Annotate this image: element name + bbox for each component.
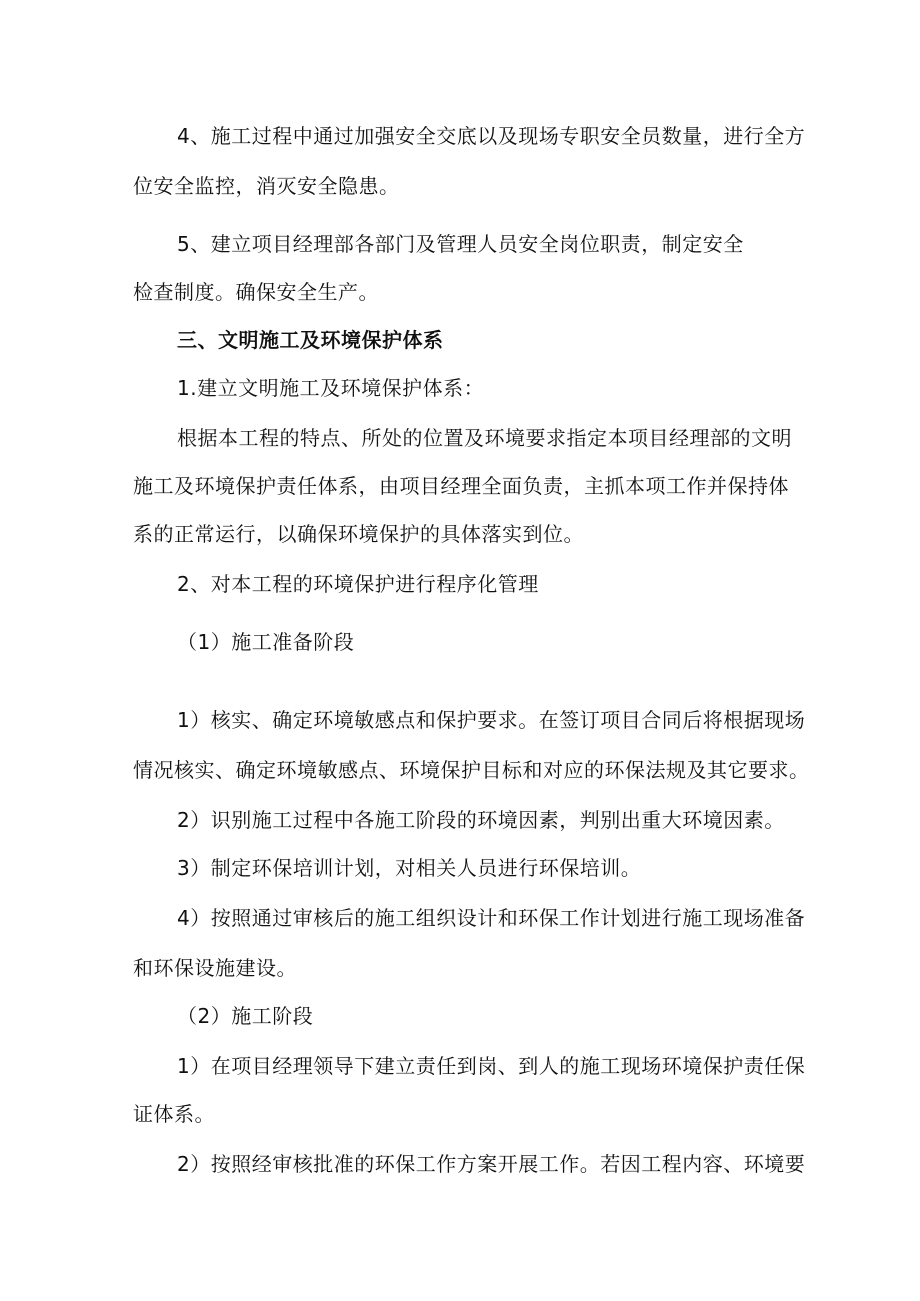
- construction-step-1-line-2: 证体系。: [133, 1102, 215, 1126]
- prep-step-3: 3）制定环保培训计划，对相关人员进行环保培训。: [177, 856, 642, 880]
- construction-step-1-line-1: 1）在项目经理领导下建立责任到岗、到人的施工现场环境保护责任保: [177, 1054, 806, 1078]
- subheading-prep-stage: （1）施工准备阶段: [177, 630, 355, 654]
- prep-step-4-line-1: 4）按照通过审核后的施工组织设计和环保工作计划进行施工现场准备: [177, 906, 806, 930]
- item-2: 2、对本工程的环境保护进行程序化管理: [177, 572, 539, 596]
- paragraph-4-line-2: 位安全监控，消灭安全隐患。: [133, 174, 400, 198]
- paragraph-basis-line-1: 根据本工程的特点、所处的位置及环境要求指定本项目经理部的文明: [177, 426, 792, 450]
- item-1: 1.建立文明施工及环境保护体系：: [177, 376, 485, 400]
- construction-step-2-line-1: 2）按照经审核批准的环保工作方案开展工作。若因工程内容、环境要: [177, 1152, 806, 1176]
- prep-step-1-line-1: 1）核实、确定环境敏感点和保护要求。在签订项目合同后将根据现场: [177, 708, 806, 732]
- paragraph-5-line-1: 5、建立项目经理部各部门及管理人员安全岗位职责，制定安全: [177, 232, 744, 256]
- paragraph-basis-line-3: 系的正常运行，以确保环境保护的具体落实到位。: [133, 522, 584, 546]
- paragraph-4-line-1: 4、施工过程中通过加强安全交底以及现场专职安全员数量，进行全方: [177, 124, 806, 148]
- prep-step-1-line-2: 情况核实、确定环境敏感点、环境保护目标和对应的环保法规及其它要求。: [133, 758, 810, 782]
- subheading-construction-stage: （2）施工阶段: [177, 1004, 314, 1028]
- paragraph-basis-line-2: 施工及环境保护责任体系，由项目经理全面负责，主抓本项工作并保持体: [133, 474, 789, 498]
- paragraph-5-line-2: 检查制度。确保安全生产。: [133, 280, 379, 304]
- section-heading: 三、文明施工及环境保护体系: [177, 328, 444, 352]
- prep-step-2: 2）识别施工过程中各施工阶段的环境因素，判别出重大环境因素。: [177, 808, 785, 832]
- prep-step-4-line-2: 和环保设施建设。: [133, 956, 297, 980]
